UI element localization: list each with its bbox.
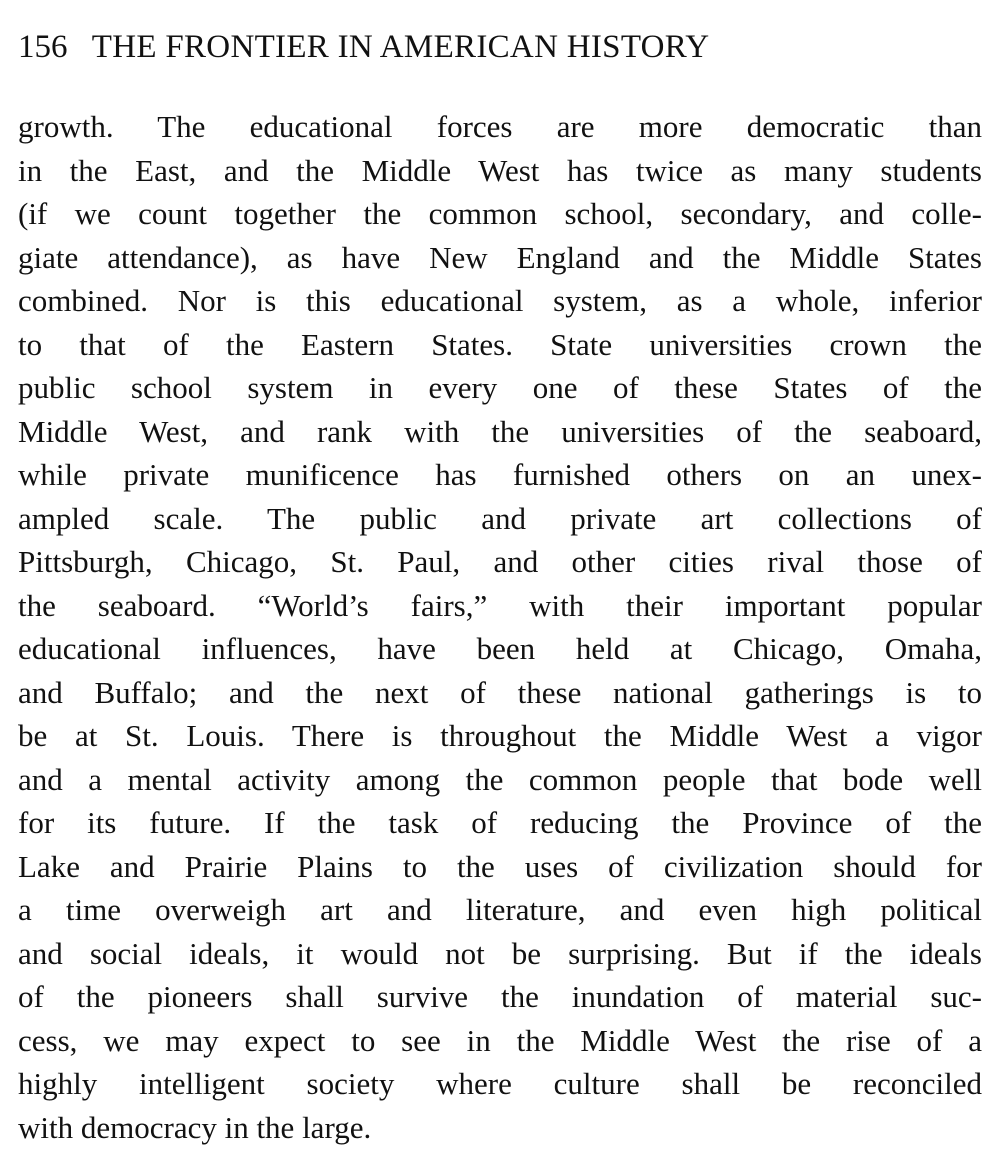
page-header	[18, 22, 978, 72]
text-line: growth. The educational forces are more democratic than	[18, 109, 982, 144]
text-line: and social ideals, it would not be surprising. But if the ideals	[18, 935, 982, 971]
running-title: THE FRONTIER IN AMERICAN HISTORY	[91, 29, 710, 65]
text-line: cess, we may expect to see in the Middle West the rise of a	[18, 1022, 982, 1058]
text-line: combined. Nor is this educational system, as a whole, inferior	[18, 283, 982, 318]
text-line: (if we count together the common school, secondary, and colle-	[18, 196, 982, 231]
text-line: educational influences, have been held at Chicago, Omaha,	[18, 631, 982, 666]
text-line: in the East, and the Middle West has twice as many students	[18, 152, 982, 188]
text-line: ampled scale. The public and private art collections of	[18, 500, 982, 536]
text-line: to that of the Eastern States. State universities crown the	[18, 326, 982, 362]
text-line: public school system in every one of these States of the	[18, 370, 982, 405]
text-line-last: with democracy in the large.	[18, 1109, 372, 1145]
text-line: and a mental activity among the common people that bode well	[18, 761, 982, 797]
text-line: of the pioneers shall survive the inundation of material suc-	[18, 979, 982, 1014]
text-line: while private munificence has furnished others on an unex-	[18, 457, 982, 492]
text-line: and Buffalo; and the next of these national gatherings is to	[18, 674, 982, 710]
text-line: be at St. Louis. There is throughout the Middle West a vigor	[18, 718, 982, 753]
text-line: giate attendance), as have New England and the Middle States	[18, 239, 982, 275]
text-line: Lake and Prairie Plains to the uses of civilization should for	[18, 848, 982, 884]
text-line: Middle West, and rank with the universities of the seaboard,	[18, 413, 982, 449]
text-line: the seaboard. “World’s fairs,” with their important popular	[18, 587, 982, 623]
text-line: highly intelligent society where culture shall be reconciled	[18, 1066, 982, 1101]
body-paragraph	[18, 105, 982, 1149]
page-number: 156	[18, 29, 68, 65]
text-line: for its future. If the task of reducing the Province of the	[18, 805, 982, 840]
text-line: Pittsburgh, Chicago, St. Paul, and other cities rival those of	[18, 544, 982, 579]
text-line: a time overweigh art and literature, and even high political	[18, 892, 982, 927]
